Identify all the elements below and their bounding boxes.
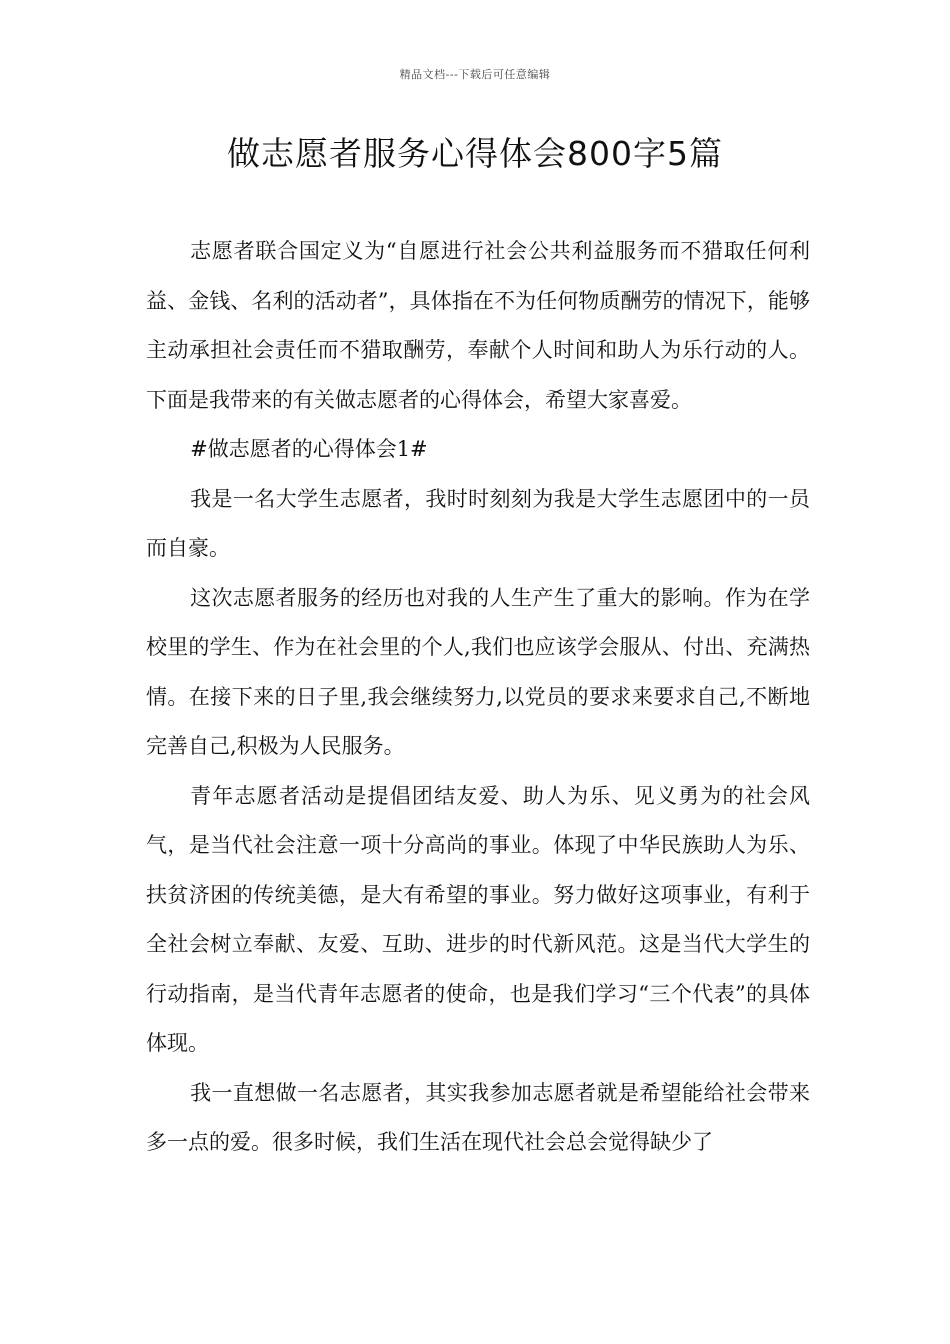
paragraph: 我是一名大学生志愿者，我时时刻刻为我是大学生志愿团中的一员而自豪。 — [146, 486, 810, 560]
paragraph: 这次志愿者服务的经历也对我的人生产生了重大的影响。作为在学校里的学生、作为在社会里的个人,我们也应该学会服从、付出、充满热情。在接下来的日子里,我会继续努力,以党员的要求来要求自己,不断地完善自己,积极为人民服务。 — [146, 585, 810, 758]
paragraph-intro: 志愿者联合国定义为“自愿进行社会公共利益服务而不猎取任何利益、金钱、名利的活动者”，具体指在不为任何物质酬劳的情况下，能够主动承担社会责任而不猎取酬劳，奉献个人时间和助人为乐行动的人。下面是我带来的有关做志愿者的心得体会，希望大家喜爱。 — [146, 239, 810, 412]
document-body — [146, 227, 810, 1168]
header-note: 精品文档---下载后可任意编辑 — [399, 68, 551, 81]
paragraph: 青年志愿者活动是提倡团结友爱、助人为乐、见义勇为的社会风气，是当代社会注意一项十分高尚的事业。体现了中华民族助人为乐、扶贫济困的传统美德，是大有希望的事业。努力做好这项事业，有利于全社会树立奉献、友爱、互助、进步的时代新风范。这是当代大学生的行动指南，是当代青年志愿者的使命，也是我们学习“三个代表”的具体体现。 — [146, 783, 810, 1055]
paragraph: 我一直想做一名志愿者，其实我参加志愿者就是希望能给社会带来多一点的爱。很多时候，我们生活在现代社会总会觉得缺少了 — [146, 1080, 810, 1154]
section-heading: #做志愿者的心得体会1# — [190, 437, 428, 461]
document-title: 做志愿者服务心得体会800字5篇 — [227, 134, 723, 173]
